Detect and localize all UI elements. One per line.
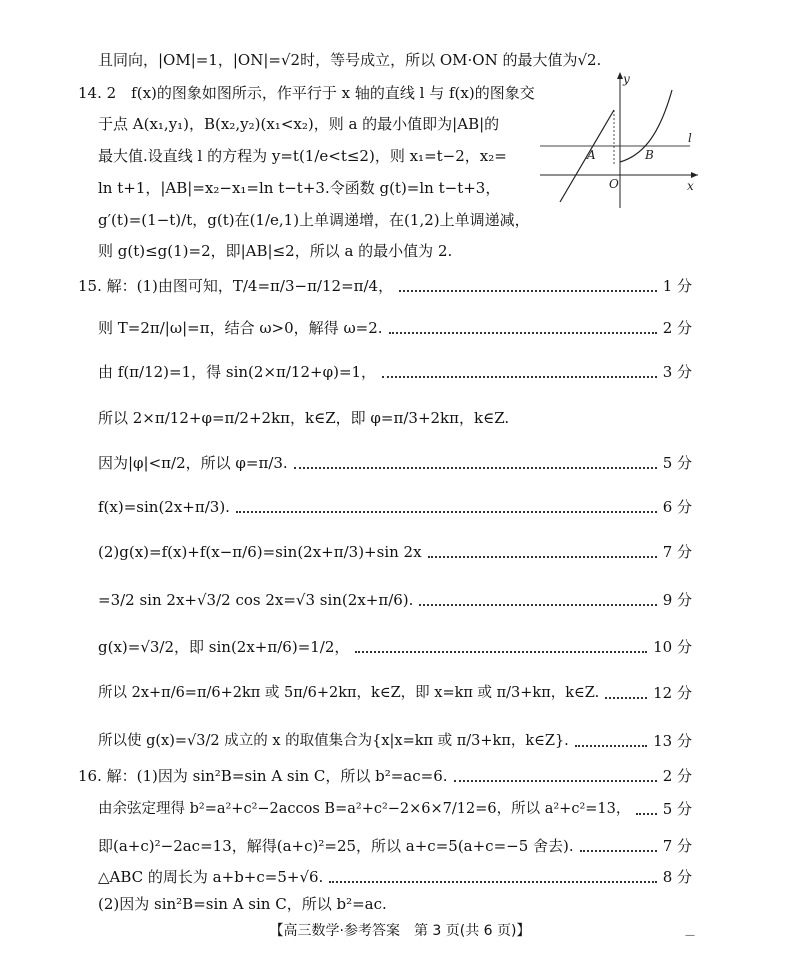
x-axis-arrow bbox=[691, 172, 698, 178]
q16-line-2: 由余弦定理得 b²=a²+c²−2accos B=a²+c²−2×6×7/12=6，所以 a²+c²=13， bbox=[98, 801, 631, 817]
point-a-label: A bbox=[587, 148, 596, 162]
q16-line-3: 即(a+c)²−2ac=13，解得(a+c)²=25，所以 a+c=5(a+c=−5 舍去). bbox=[98, 837, 574, 855]
q15-line-6: f(x)=sin(2x+π/3). bbox=[98, 498, 230, 516]
x-axis-label: x bbox=[687, 179, 694, 193]
score-10: 10 分 bbox=[653, 638, 692, 656]
q15-line-8: =3/2 sin 2x+√3/2 cos 2x=√3 sin(2x+π/6). bbox=[98, 591, 414, 609]
function-graph-figure bbox=[540, 70, 700, 210]
score-1: 1 分 bbox=[662, 277, 692, 295]
q15-line-5: 因为|φ|<π/2，所以 φ=π/3. bbox=[98, 454, 288, 472]
dot-leader bbox=[382, 376, 657, 378]
q15-line-2: 则 T=2π/|ω|=π，结合 ω>0，解得 ω=2. bbox=[98, 319, 383, 337]
score-16-5: 5 分 bbox=[662, 800, 692, 818]
dot-leader bbox=[636, 813, 657, 815]
q16-line-5: (2)因为 sin²B=sin A sin C，所以 b²=ac. bbox=[98, 895, 387, 913]
dot-leader bbox=[389, 332, 657, 334]
q15-line-7: (2)g(x)=f(x)+f(x−π/6)=sin(2x+π/3)+sin 2x bbox=[98, 543, 422, 561]
score-13: 13 分 bbox=[653, 732, 692, 750]
q14-line-6: 则 g(t)≤g(1)=2，即|AB|≤2，所以 a 的最小值为 2. bbox=[98, 242, 453, 260]
q14-line-3: 最大值.设直线 l 的方程为 y=t(1/e<t≤2)，则 x₁=t−2，x₂= bbox=[98, 147, 507, 165]
dot-leader bbox=[575, 745, 647, 747]
dot-leader bbox=[428, 556, 657, 558]
origin-label: O bbox=[609, 177, 619, 191]
score-12: 12 分 bbox=[653, 684, 692, 702]
dot-leader bbox=[355, 651, 647, 653]
score-3: 3 分 bbox=[662, 363, 692, 381]
dot-leader bbox=[294, 467, 657, 469]
score-9: 9 分 bbox=[662, 591, 692, 609]
dot-leader bbox=[419, 604, 657, 606]
text-line-1: 且同向，|OM|=1，|ON|=√2时，等号成立，所以 OM·ON 的最大值为√2. bbox=[98, 51, 602, 69]
dot-leader bbox=[580, 850, 657, 852]
line-l-label: l bbox=[688, 131, 692, 145]
q14-line-4: ln t+1，|AB|=x₂−x₁=ln t−t+3.令函数 g(t)=ln t−t+3， bbox=[98, 179, 501, 197]
q15-line-9: g(x)=√3/2，即 sin(2x+π/6)=1/2， bbox=[98, 638, 350, 656]
dot-leader bbox=[399, 290, 657, 292]
q15-line-1: 15. 解：(1)由图可知，T/4=π/3−π/12=π/4， bbox=[78, 277, 394, 295]
score-2: 2 分 bbox=[662, 319, 692, 337]
q15-line-3: 由 f(π/12)=1，得 sin(2×π/12+φ)=1， bbox=[98, 363, 377, 381]
score-6: 6 分 bbox=[662, 498, 692, 516]
point-b-label: B bbox=[645, 148, 654, 162]
dot-leader bbox=[605, 697, 647, 699]
page-footer: 【高三数学·参考答案 第 3 页(共 6 页)】 bbox=[269, 923, 531, 939]
q15-line-10: 所以 2x+π/6=π/6+2kπ 或 5π/6+2kπ，k∈Z，即 x=kπ 或 π/3+kπ，k∈Z. bbox=[98, 685, 600, 701]
y-axis-label: y bbox=[623, 72, 630, 86]
q16-line-4: △ABC 的周长为 a+b+c=5+√6. bbox=[98, 868, 324, 886]
score-16-7: 7 分 bbox=[662, 837, 692, 855]
dot-leader bbox=[236, 511, 657, 513]
score-5: 5 分 bbox=[662, 454, 692, 472]
q14-line-2: 于点 A(x₁,y₁)，B(x₂,y₂)(x₁<x₂)，则 a 的最小值即为|AB|的 bbox=[98, 115, 500, 133]
dot-leader bbox=[329, 881, 657, 883]
score-16-8: 8 分 bbox=[662, 868, 692, 886]
q14-line-5: g′(t)=(1−t)/t，g(t)在(1/e,1)上单调递增，在(1,2)上单调递减， bbox=[98, 211, 530, 229]
q14-line-1: 14. 2 f(x)的图象如图所示，作平行于 x 轴的直线 l 与 f(x)的图象交 bbox=[78, 84, 535, 102]
score-7: 7 分 bbox=[662, 543, 692, 561]
dot-leader bbox=[454, 780, 657, 782]
score-16-2: 2 分 bbox=[662, 767, 692, 785]
q15-line-11: 所以使 g(x)=√3/2 成立的 x 的取值集合为{x|x=kπ 或 π/3+kπ，k∈Z}. bbox=[98, 733, 569, 749]
corner-mark: — bbox=[685, 930, 695, 941]
q16-line-1: 16. 解：(1)因为 sin²B=sin A sin C，所以 b²=ac=6. bbox=[78, 767, 448, 785]
q15-line-4: 所以 2×π/12+φ=π/2+2kπ，k∈Z，即 φ=π/3+2kπ，k∈Z. bbox=[98, 409, 510, 427]
